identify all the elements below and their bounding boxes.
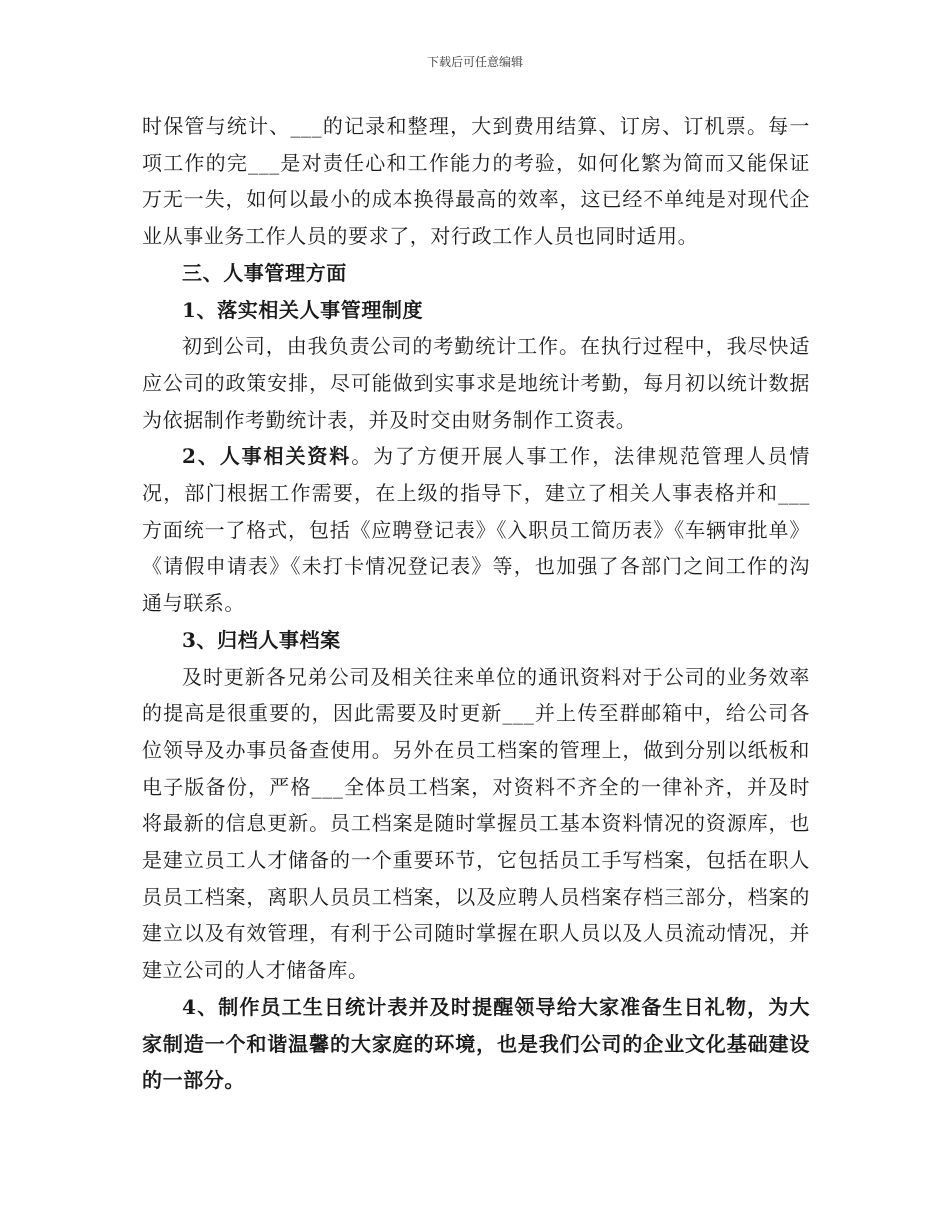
paragraph-1: 初到公司，由我负责公司的考勤统计工作。在执行过程中，我尽快适应公司的政策安排，尽可能做到实事求是地统计考勤，每月初以统计数据为依据制作考勤统计表，并及时交由财务制作工资表。 <box>142 334 810 432</box>
paragraph-2-text: 。为了方便开展人事工作，法律规范管理人员情况，部门根据工作需要，在上级的指导下，建立了相关人事表格并和___方面统一了格式，包括《应聘登记表》《入职员工简历表》《车辆审批单》《请假申请表》《未打卡情况登记表》等，也加强了各部门之间工作的沟通与联系。 <box>142 444 810 616</box>
paragraph-3: 及时更新各兄弟公司及相关往来单位的通讯资料对于公司的业务效率的提高是很重要的，因此需要及时更新___并上传至群邮箱中，给公司各位领导及办事员备查使用。另外在员工档案的管理上，做到分别以纸板和电子版备份，严格___全体员工档案，对资料不齐全的一律补齐，并及时将最新的信息更新。员工档案是随时掌握员工基本资料情况的资源库，也是建立员工人才储备的一个重要环节，它包括员工手写档案，包括在职人员员工档案，离职人员员工档案，以及应聘人员档案存档三部分，档案的建立以及有效管理，有利于公司随时掌握在职人员以及人员流动情况，并建立公司的人才储备库。 <box>142 664 810 983</box>
page-header: 下载后可任意编辑 <box>426 55 523 69</box>
paragraph-2 <box>142 438 810 622</box>
paragraph-0: 时保管与统计、___的记录和整理，大到费用结算、订房、订机票。每一项工作的完___是对责任心和工作能力的考验，如何化繁为简而又能保证万无一失，如何以最小的成本换得最高的效率，这已经不单纯是对现代企业从事业务工作人员的要求了，对行政工作人员也同时适用。 <box>142 114 810 249</box>
document-body <box>142 108 810 1099</box>
section-heading-3: 三、人事管理方面 <box>182 260 347 285</box>
paragraph-4: 4、制作员工生日统计表并及时提醒领导给大家准备生日礼物，为大家制造一个和谐温馨的大家庭的环境，也是我们公司的企业文化基础建设的一部分。 <box>142 994 810 1093</box>
subheading-1: 1、落实相关人事管理制度 <box>182 297 424 322</box>
subheading-3: 3、归档人事档案 <box>182 627 341 652</box>
subheading-2: 2、人事相关资料 <box>182 444 352 469</box>
